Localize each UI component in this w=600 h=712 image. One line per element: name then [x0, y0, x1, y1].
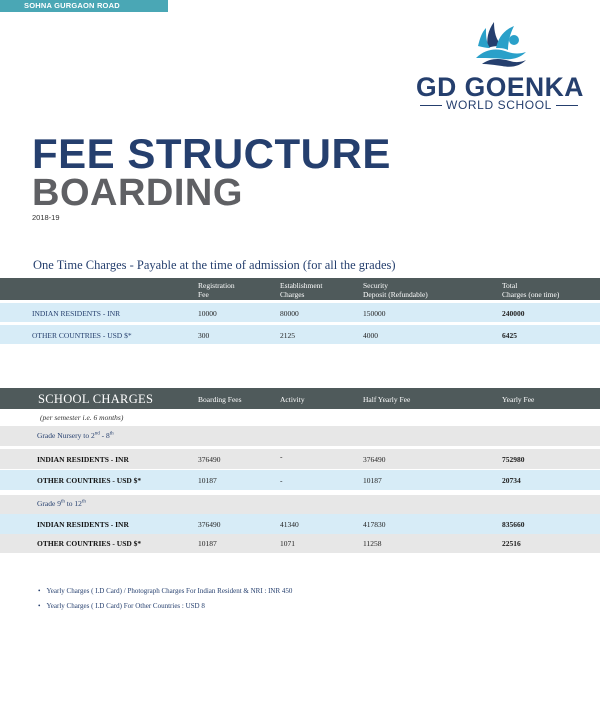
grade-sup: th: [109, 431, 114, 437]
note-text: Yearly Charges ( I.D Card) / Photograph Charges For Indian Resident & NRI : INR 450: [46, 587, 293, 595]
title-fee-structure: FEE STRUCTURE: [32, 130, 391, 177]
cell: 300: [198, 331, 210, 340]
cell: 2125: [280, 331, 295, 340]
col-line: Deposit (Refundable): [363, 290, 428, 299]
bullet-icon: •: [38, 602, 41, 610]
row-label: INDIAN RESIDENTS - INR: [37, 455, 129, 464]
cell: 11258: [363, 539, 382, 548]
col-line: Security: [363, 281, 388, 290]
one-time-heading: One Time Charges - Payable at the time of admission (for all the grades): [33, 258, 396, 272]
table-row: [0, 514, 600, 534]
semester-note: [0, 412, 600, 424]
cell: 10187: [198, 476, 217, 485]
bullet-icon: •: [38, 587, 41, 595]
grade-text: Grade 9: [37, 499, 61, 508]
note-item: [38, 602, 205, 610]
logo-subtitle: WORLD SCHOOL: [446, 98, 552, 112]
cell: 240000: [502, 309, 525, 318]
col-security-deposit: [363, 281, 428, 299]
academic-year: 2018-19: [32, 213, 60, 222]
table-row: [0, 534, 600, 553]
col-line: Fee: [198, 290, 209, 299]
cell: 10187: [363, 476, 382, 485]
row-label: INDIAN RESIDENTS - INR: [37, 520, 129, 529]
cell: 417830: [363, 520, 386, 529]
grade-sup: th: [60, 499, 65, 505]
grade-label: [37, 499, 86, 508]
location-tag: SOHNA GURGAON ROAD: [0, 0, 168, 12]
table-row: [0, 303, 600, 322]
cell: 10000: [198, 309, 217, 318]
cell: -: [280, 476, 283, 485]
note-text: Yearly Charges ( I.D Card) For Other Countries : USD 8: [46, 602, 205, 610]
cell: 22516: [502, 539, 521, 548]
cell: 376490: [198, 455, 221, 464]
col-yearly-fee: Yearly Fee: [502, 395, 535, 404]
table-row: [0, 449, 600, 469]
title-boarding: BOARDING: [32, 172, 243, 214]
col-registration-fee: [198, 281, 235, 299]
cell: 376490: [363, 455, 386, 464]
col-line: Charges: [280, 290, 305, 299]
row-label: OTHER COUNTRIES - USD $*: [32, 331, 132, 340]
cell: 6425: [502, 331, 517, 340]
school-charges-header: [0, 388, 600, 409]
cell: 752980: [502, 455, 525, 464]
grade-group-header: [0, 426, 600, 446]
col-activity: Activity: [280, 395, 305, 404]
grade-text: - 8: [99, 431, 110, 440]
col-half-yearly-fee: Half Yearly Fee: [363, 395, 411, 404]
col-total-charges: [502, 281, 559, 299]
row-label: OTHER COUNTRIES - USD $*: [37, 476, 142, 485]
col-line: Total: [502, 281, 518, 290]
row-label: OTHER COUNTRIES - USD $*: [37, 539, 142, 548]
semester-note-text: (per semester i.e. 6 months): [40, 413, 124, 422]
school-logo: [416, 18, 582, 114]
col-line: Registration: [198, 281, 235, 290]
table-row: [0, 325, 600, 344]
cell: 835660: [502, 520, 525, 529]
cell: -: [280, 452, 283, 461]
logo-rule-right: [556, 105, 578, 106]
grade-group-header: [0, 495, 600, 514]
school-charges-heading: SCHOOL CHARGES: [38, 392, 154, 406]
cell: 41340: [280, 520, 299, 529]
table-row: [0, 470, 600, 490]
grade-text: Grade Nursery to 2: [37, 431, 95, 440]
col-establishment-charges: [280, 281, 323, 299]
grade-sup: th: [81, 499, 86, 505]
grade-sup: nd: [94, 431, 100, 437]
col-line: Charges (one time): [502, 290, 560, 299]
grade-label: [37, 431, 114, 440]
one-time-table-header: [0, 278, 600, 300]
bird-logo-icon: [468, 18, 530, 70]
col-line: Establishment: [280, 281, 323, 290]
cell: 10187: [198, 539, 217, 548]
note-item: [38, 587, 292, 595]
cell: 80000: [280, 309, 299, 318]
grade-text: to 12: [64, 499, 82, 508]
row-label: INDIAN RESIDENTS - INR: [32, 309, 121, 318]
logo-name: GD GOENKA: [416, 72, 584, 102]
col-boarding-fees: Boarding Fees: [198, 395, 242, 404]
cell: 1071: [280, 539, 295, 548]
cell: 4000: [363, 331, 378, 340]
cell: 376490: [198, 520, 221, 529]
cell: 20734: [502, 476, 521, 485]
cell: 150000: [363, 309, 386, 318]
